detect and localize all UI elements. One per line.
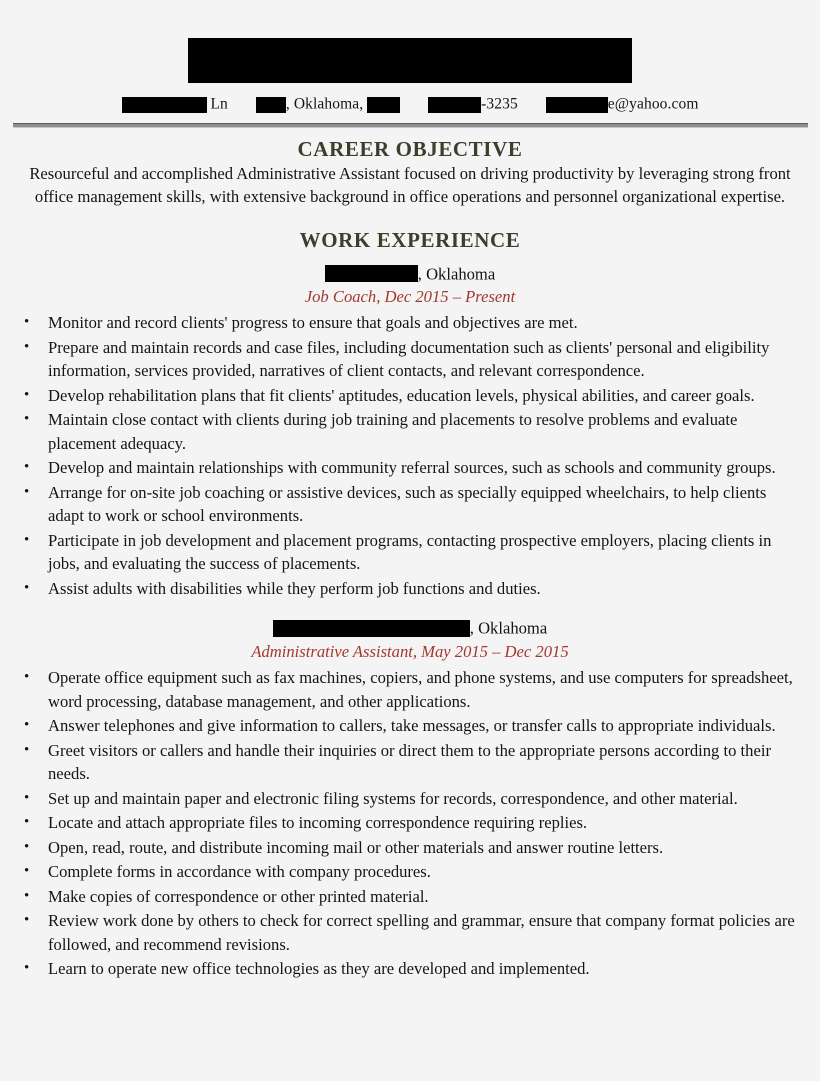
job-entry-1: [0, 262, 820, 601]
redacted-zip: [367, 97, 400, 113]
list-item: • Develop rehabilitation plans that fit clients' aptitudes, education levels, physical abilities, and career goals.: [0, 384, 820, 408]
redacted-street: [122, 97, 207, 113]
career-objective-body: Resourceful and accomplished Administrative Assistant focused on driving productivity by leveraging strong front office management skills, with extensive background in office operations and personnel organizational expertise.: [29, 163, 791, 207]
list-item: • Learn to operate new office technologies as they are developed and implemented.: [0, 957, 820, 981]
job-entry-2: [0, 616, 820, 980]
list-item: • Locate and attach appropriate files to incoming correspondence requiring replies.: [0, 811, 820, 835]
list-item: • Develop and maintain relationships with community referral sources, such as schools and community groups.: [0, 456, 820, 480]
job-2-employer-line: [0, 616, 820, 639]
career-objective-heading: CAREER OBJECTIVE: [297, 136, 523, 161]
list-item: • Maintain close contact with clients during job training and placements to resolve problems and evaluate placement adequacy.: [0, 408, 820, 455]
job-2-bullet-list: [0, 666, 820, 981]
list-item: • Arrange for on-site job coaching or assistive devices, such as specially equipped wheelchairs, to help clients adapt to work or school environments.: [0, 481, 820, 528]
contact-phone: [428, 96, 518, 112]
redacted-name-bar: [188, 38, 632, 83]
work-experience-heading: WORK EXPERIENCE: [299, 227, 521, 252]
list-item: • Answer telephones and give information to callers, take messages, or transfer calls to appropriate individuals.: [0, 714, 820, 738]
list-item: • Open, read, route, and distribute incoming mail or other materials and answer routine letters.: [0, 836, 820, 860]
job-1-employer-line: [0, 262, 820, 285]
career-objective-section: [0, 137, 820, 209]
list-item: • Set up and maintain paper and electronic filing systems for records, correspondence, and other material.: [0, 787, 820, 811]
list-item: • Complete forms in accordance with company procedures.: [0, 860, 820, 884]
redacted-employer-2: [273, 620, 470, 637]
work-experience-section: [0, 228, 820, 981]
header-divider: [13, 123, 808, 128]
redacted-phone-prefix: [428, 97, 481, 113]
job-1-bullet-list: [0, 311, 820, 600]
list-item: • Assist adults with disabilities while they perform job functions and duties.: [0, 577, 820, 601]
contact-line: [0, 96, 820, 113]
contact-address: [122, 96, 228, 112]
job-2-title: Administrative Assistant, May 2015 – Dec 2015: [251, 642, 569, 662]
redacted-employer-1: [325, 265, 418, 282]
list-item: • Make copies of correspondence or other printed material.: [0, 885, 820, 909]
job-1-title: Job Coach, Dec 2015 – Present: [304, 287, 516, 307]
list-item: • Review work done by others to check for correct spelling and grammar, ensure that company format policies are followed, and recommend revisions.: [0, 909, 820, 956]
list-item: • Monitor and record clients' progress to ensure that goals and objectives are met.: [0, 311, 820, 335]
job-1-location: , Oklahoma: [417, 264, 496, 284]
list-item: • Prepare and maintain records and case files, including documentation such as clients' personal and eligibility information, services provided, narratives of client contacts, and relevant correspondence.: [0, 336, 820, 383]
contact-address-text: Ln: [206, 95, 228, 113]
contact-city-state: [256, 96, 400, 112]
redacted-city: [256, 97, 286, 113]
resume-header: [0, 0, 820, 128]
contact-phone-text: -3235: [481, 95, 518, 113]
list-item: • Participate in job development and placement programs, contacting prospective employers, placing clients in jobs, and evaluating the success of placements.: [0, 529, 820, 576]
list-item: • Operate office equipment such as fax machines, copiers, and phone systems, and use computers for spreadsheet, word processing, database management, and other applications.: [0, 666, 820, 713]
contact-state-text: , Oklahoma,: [285, 95, 368, 113]
contact-email-text: e@yahoo.com: [607, 95, 699, 113]
list-item: • Greet visitors or callers and handle their inquiries or direct them to the appropriate persons according to their needs.: [0, 739, 820, 786]
contact-email: [546, 96, 699, 112]
redacted-email-user: [546, 97, 608, 113]
job-2-location: , Oklahoma: [469, 619, 548, 639]
